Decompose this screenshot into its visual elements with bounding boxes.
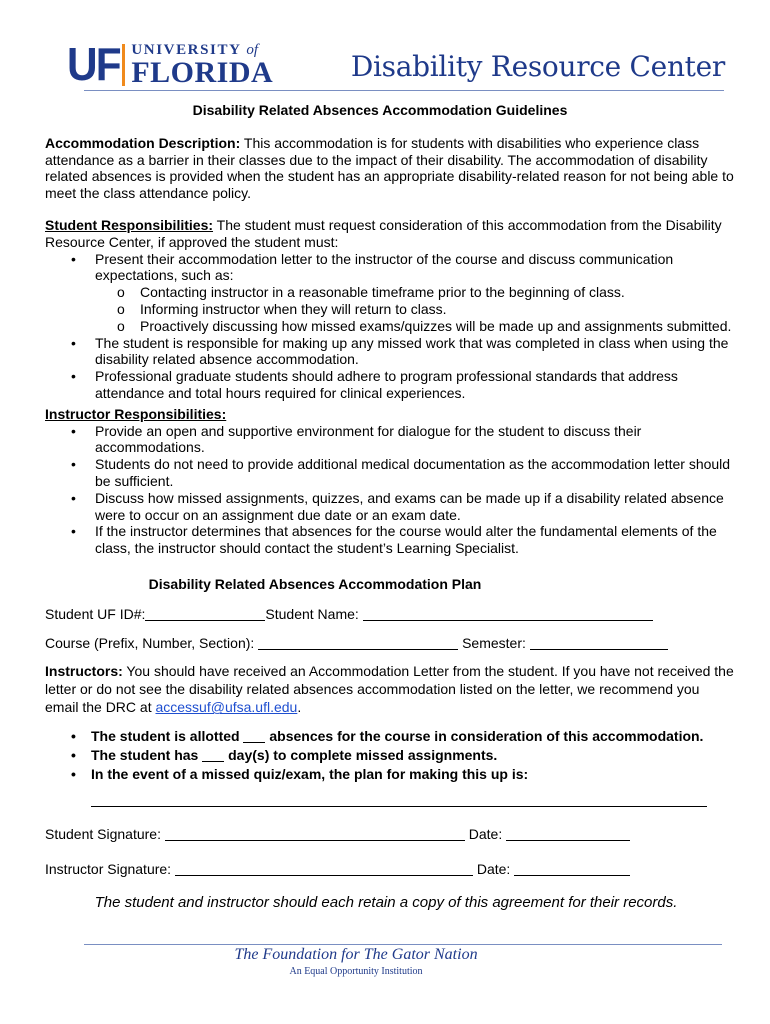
list-item: • Discuss how missed assignments, quizzes, and exams can be made up if a disability related absence were to occur on an assignment due date or an exam date. (45, 490, 735, 524)
student-signature-row: Student Signature: Date: (45, 826, 735, 843)
logo-uf-mark: UF (67, 38, 120, 90)
course-row: Course (Prefix, Number, Section): Semester: (45, 635, 735, 652)
list-item: • Provide an open and supportive environment for dialogue for the student to discuss their accommodations. (45, 423, 735, 457)
student-date-field[interactable] (506, 826, 630, 841)
list-item: • Students do not need to provide additional medical documentation as the accommodation letter should be sufficient. (45, 456, 735, 490)
footer-tagline: The Foundation for The Gator Nation (234, 946, 478, 963)
list-item: • Present their accommodation letter to the instructor of the course and discuss communication expectations, such as: (45, 251, 735, 285)
student-id-field[interactable] (145, 606, 265, 621)
document-body (45, 102, 735, 912)
list-item: • The student has day(s) to complete missed assignments. (45, 746, 735, 765)
logo-florida: FLORIDA (131, 56, 274, 89)
list-item: • The student is allotted absences for the course in consideration of this accommodation. (45, 727, 735, 746)
student-id-row: Student UF ID#: Student Name: (45, 606, 735, 623)
days-to-complete-field[interactable] (202, 747, 224, 762)
list-item: • Professional graduate students should adhere to program professional standards that address attendance and total hours required for clinical experiences. (45, 368, 735, 402)
guidelines-heading: Disability Related Absences Accommodation Guidelines (192, 102, 568, 118)
instructor-responsibilities-heading: Instructor Responsibilities: (45, 405, 227, 422)
footer-equal-opportunity: An Equal Opportunity Institution (289, 966, 423, 977)
absences-allotted-field[interactable] (243, 728, 265, 743)
drc-email-link[interactable]: accessuf@ufsa.ufl.edu (155, 699, 298, 716)
uf-logo (67, 38, 274, 90)
logo-university: UNIVERSITY of (131, 42, 258, 58)
retain-copy-note: The student and instructor should each retain a copy of this agreement for their records. (94, 893, 678, 911)
instructor-date-field[interactable] (514, 861, 630, 876)
page-title: Disability Resource Center (350, 50, 725, 83)
list-item: • In the event of a missed quiz/exam, the plan for making this up is: (45, 765, 735, 784)
course-field[interactable] (258, 635, 458, 650)
student-responsibilities-intro: Student Responsibilities: The student must request consideration of this accommodation from the Disability Resource Center, if approved the student must: (45, 216, 722, 250)
makeup-plan-field[interactable] (91, 792, 707, 807)
instructor-responsibilities-list (45, 423, 735, 557)
accommodation-description: Accommodation Description: This accommodation is for students with disabilities who experience class attendance as a barrier in their classes due to the impact of their disability. The accommodation of disability related absences is provided when the student has an appropriate disability-related reason for not being able to meet the class attendance policy. (45, 134, 734, 202)
student-signature-field[interactable] (165, 826, 465, 841)
plan-list (45, 727, 735, 784)
list-item: o Proactively discussing how missed exams/quizzes will be made up and assignments submitted. (45, 318, 735, 335)
instructor-signature-field[interactable] (175, 861, 473, 876)
instructor-signature-row: Instructor Signature: Date: (45, 861, 735, 878)
plan-heading: Disability Related Absences Accommodation Plan (148, 575, 482, 592)
list-item: o Contacting instructor in a reasonable timeframe prior to the beginning of class. (45, 284, 735, 301)
list-item: • If the instructor determines that absences for the course would alter the fundamental elements of the class, the instructor should contact the student’s Learning Specialist. (45, 523, 735, 557)
list-item: • The student is responsible for making up any missed work that was completed in class when using the disability related absence accommodation. (45, 335, 735, 369)
footer-divider (84, 944, 722, 945)
instructors-note: Instructors: You should have received an Accommodation Letter from the student. If you have not received the letter or do not see the disability related absences accommodation listed on the letter, we recommend you email the DRC at accessuf@ufsa.ufl.edu. (45, 663, 734, 716)
semester-field[interactable] (530, 635, 668, 650)
header-divider (84, 90, 724, 91)
student-responsibilities-list (45, 251, 735, 402)
logo-divider (122, 44, 125, 86)
student-name-field[interactable] (363, 606, 653, 621)
list-item: o Informing instructor when they will return to class. (45, 301, 735, 318)
